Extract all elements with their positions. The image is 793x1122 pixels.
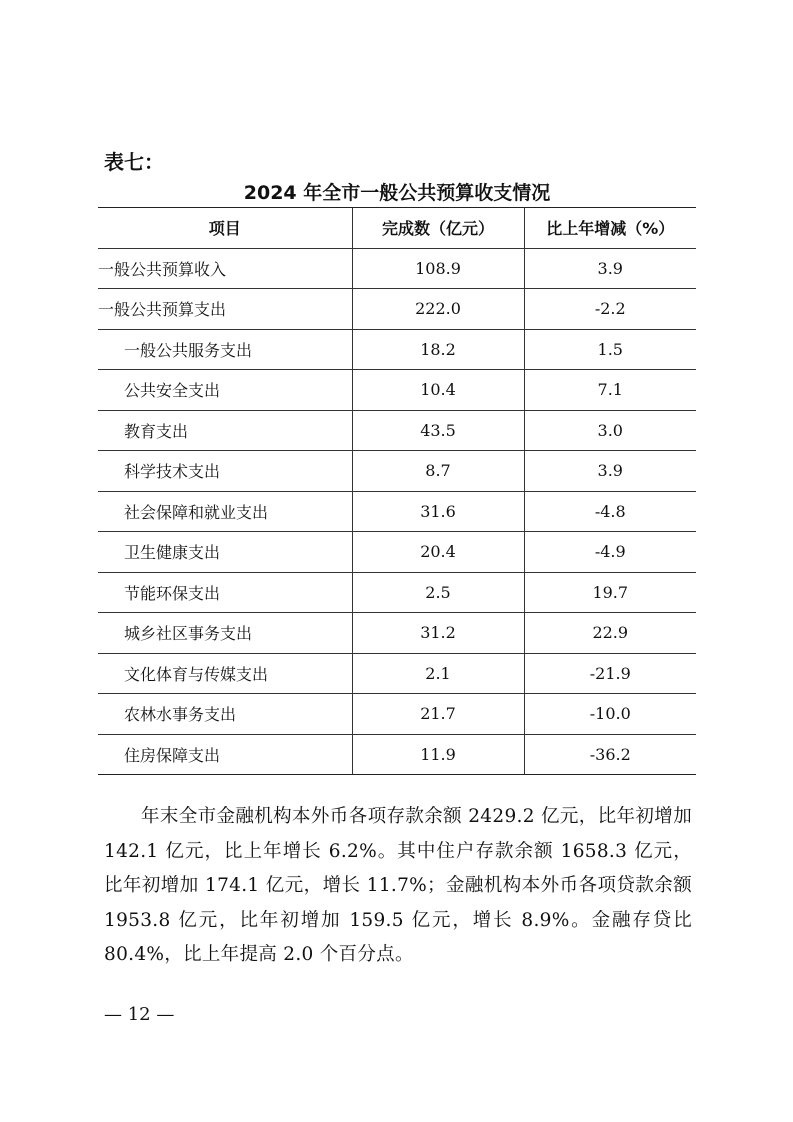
row-amount: 18.2 [352, 329, 524, 370]
table-row [98, 451, 696, 492]
body-paragraph: 年末全市金融机构本外币各项存款余额 2429.2 亿元，比年初增加 142.1 亿元，比上年增长 6.2%。其中住户存款余额 1658.3 亿元，比年初增加 174.1 亿元，增长 11.7%；金融机构本外币各项贷款余额 1953.8 亿元，比年初增加 159.5 亿元，增长 8.9%。金融存贷比 80.4%，比上年提高 2.0 个百分点。 [104, 806, 692, 965]
row-change: 19.7 [524, 572, 696, 613]
row-amount: 43.5 [352, 410, 524, 451]
row-change: 22.9 [524, 613, 696, 654]
table-row [98, 653, 696, 694]
row-change: -10.0 [524, 694, 696, 735]
row-change: -21.9 [524, 653, 696, 694]
row-amount: 2.1 [352, 653, 524, 694]
row-amount: 2.5 [352, 572, 524, 613]
row-amount: 31.6 [352, 491, 524, 532]
row-change: 1.5 [524, 329, 696, 370]
table-row [98, 289, 696, 330]
row-item: 文化体育与传媒支出 [98, 653, 352, 694]
row-item: 一般公共预算收入 [98, 248, 352, 289]
header-change: 比上年增减（%） [524, 208, 696, 249]
row-change: -4.9 [524, 532, 696, 573]
row-item: 一般公共预算支出 [98, 289, 352, 330]
row-item: 农林水事务支出 [98, 694, 352, 735]
row-item: 城乡社区事务支出 [98, 613, 352, 654]
row-change: -4.8 [524, 491, 696, 532]
table-row [98, 613, 696, 654]
budget-table [98, 207, 696, 775]
table-row [98, 370, 696, 411]
row-item: 节能环保支出 [98, 572, 352, 613]
row-amount: 108.9 [352, 248, 524, 289]
row-amount: 10.4 [352, 370, 524, 411]
table-row [98, 248, 696, 289]
page-number: — 12 — [104, 1004, 175, 1025]
row-amount: 11.9 [352, 734, 524, 775]
row-amount: 20.4 [352, 532, 524, 573]
row-item: 住房保障支出 [98, 734, 352, 775]
row-item: 卫生健康支出 [98, 532, 352, 573]
row-change: -2.2 [524, 289, 696, 330]
row-item: 教育支出 [98, 410, 352, 451]
table-label: 表七： [104, 150, 164, 174]
table-row [98, 694, 696, 735]
table-row [98, 491, 696, 532]
table-row [98, 410, 696, 451]
row-item: 一般公共服务支出 [98, 329, 352, 370]
table-row [98, 734, 696, 775]
table-row [98, 329, 696, 370]
row-change: 3.0 [524, 410, 696, 451]
row-amount: 222.0 [352, 289, 524, 330]
table-row [98, 572, 696, 613]
row-change: 3.9 [524, 248, 696, 289]
row-change: 7.1 [524, 370, 696, 411]
table-header-row [98, 208, 696, 249]
row-amount: 31.2 [352, 613, 524, 654]
table-row [98, 532, 696, 573]
row-item: 科学技术支出 [98, 451, 352, 492]
header-amount: 完成数（亿元） [352, 208, 524, 249]
row-change: -36.2 [524, 734, 696, 775]
row-amount: 21.7 [352, 694, 524, 735]
header-item: 项目 [98, 208, 352, 249]
row-item: 社会保障和就业支出 [98, 491, 352, 532]
row-change: 3.9 [524, 451, 696, 492]
table-title: 2024 年全市一般公共预算收支情况 [243, 182, 551, 204]
row-amount: 8.7 [352, 451, 524, 492]
row-item: 公共安全支出 [98, 370, 352, 411]
